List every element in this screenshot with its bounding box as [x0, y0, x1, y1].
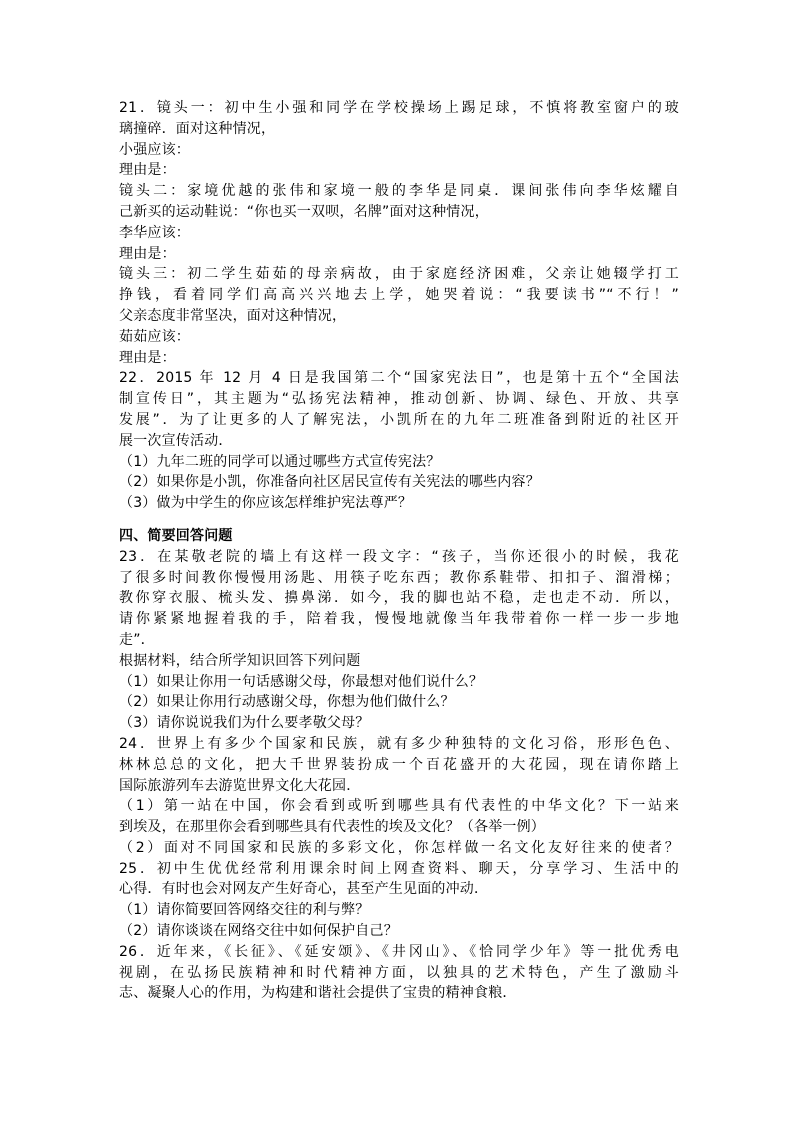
question-line: 制宣传日”，其主题为“弘扬宪法精神，推动创新、协调、绿色、开放、共享 — [119, 391, 679, 408]
document-page — [119, 98, 679, 1004]
question-line: 了很多时间教你慢慢用汤匙、用筷子吃东西；教你系鞋带、扣扣子、溜滑梯； — [119, 569, 679, 586]
sub-question: （2）请你谈谈在网络交往中如何保护自己？ — [119, 923, 398, 940]
question-line: 镜头三：初二学生茹茹的母亲病故，由于家庭经济困难，父亲让她辍学打工 — [119, 266, 679, 283]
question-line: 教你穿衣服、梳头发、擤鼻涕．如今，我的脚也站不稳，走也走不动．所以， — [119, 590, 679, 607]
question-line: 24．世界上有多少个国家和民族，就有多少种独特的文化习俗，形形色色、 — [119, 735, 679, 752]
section-heading: 四、简要回答问题 — [119, 527, 233, 544]
sub-question: （1）请你简要回答网络交往的利与弊？ — [119, 902, 370, 919]
sub-question: （2）如果你是小凯，你准备向社区居民宣传有关宪法的哪些内容？ — [119, 474, 540, 491]
question-line: 23．在某敬老院的墙上有这样一段文字：“孩子，当你还很小的时候，我花 — [119, 548, 679, 565]
question-line: 父亲态度非常坚决，面对这种情况， — [119, 307, 347, 324]
question-line: 镜头二：家境优越的张伟和家境一般的李华是同桌．课间张伟向李华炫耀自 — [119, 183, 679, 200]
answer-prompt: 茹茹应该： — [119, 328, 190, 345]
question-line: 22．2015 年 12 月 4 日是我国第二个“国家宪法日”，也是第十五个“全国法 — [119, 370, 679, 387]
question-24 — [119, 734, 679, 859]
question-line: 26．近年来，《长征》、《延安颂》、《井冈山》、《恰同学少年》等一批优秀电 — [119, 943, 679, 960]
sub-question: （3）请你说说我们为什么要孝敬父母？ — [119, 715, 370, 732]
question-line: 请你紧紧地握着我的手，陪着我，慢慢地就像当年我带着你一样一步一步地 — [119, 611, 679, 628]
question-25 — [119, 859, 679, 942]
question-21 — [119, 98, 679, 368]
question-line: 根据材料，结合所学知识回答下列问题 — [119, 652, 361, 669]
question-line: 视剧，在弘扬民族精神和时代精神方面，以独具的艺术特色，产生了激励斗 — [119, 964, 679, 981]
sub-question: （1）九年二班的同学可以通过哪些方式宣传宪法？ — [119, 453, 441, 470]
question-26 — [119, 942, 679, 1004]
question-line: 展一次宣传活动． — [119, 432, 233, 449]
question-line: 25．初中生优优经常利用课余时间上网查资料、聊天，分享学习、生活中的 — [119, 860, 679, 877]
reason-prompt: 理由是： — [119, 162, 176, 179]
question-23 — [119, 547, 679, 734]
sub-question: （2）面对不同国家和民族的多彩文化，你怎样做一名文化友好往来的使者？ — [119, 839, 679, 856]
question-line: 国际旅游列车去游览世界文化大花园． — [119, 777, 361, 794]
question-line: 林林总总的文化，把大千世界装扮成一个百花盛开的大花园，现在请你踏上 — [119, 756, 679, 773]
sub-question: 到埃及，在那里你会看到哪些具有代表性的埃及文化？（各举一例） — [119, 819, 545, 836]
question-22 — [119, 368, 679, 514]
reason-prompt: 理由是： — [119, 245, 176, 262]
reason-prompt: 理由是： — [119, 349, 176, 366]
sub-question: （2）如果让你用行动感谢父母，你想为他们做什么？ — [119, 694, 455, 711]
sub-question: （1）如果让你用一句话感谢父母，你最想对他们说什么？ — [119, 673, 484, 690]
answer-prompt: 小强应该： — [119, 141, 190, 158]
question-line: 21．镜头一：初中生小强和同学在学校操场上踢足球，不慎将教室窗户的玻 — [119, 100, 679, 116]
question-line: 挣钱，看着同学们高高兴兴地去上学，她哭着说：“我要读书”“不行！” — [119, 287, 679, 304]
question-line: 发展”．为了让更多的人了解宪法，小凯所在的九年二班准备到附近的社区开 — [119, 411, 679, 428]
sub-question: （3）做为中学生的你应该怎样维护宪法尊严？ — [119, 495, 413, 512]
answer-prompt: 李华应该： — [119, 224, 190, 241]
question-line: 心得．有时也会对网友产生好奇心，甚至产生见面的冲动． — [119, 881, 489, 898]
question-line: 己新买的运动鞋说：“你也买一双呗，名牌”面对这种情况， — [119, 203, 489, 220]
question-line: 走”． — [119, 631, 155, 648]
question-line: 志、凝聚人心的作用，为构建和谐社会提供了宝贵的精神食粮． — [119, 985, 517, 1002]
sub-question: （1）第一站在中国，你会看到或听到哪些具有代表性的中华文化？下一站来 — [119, 798, 679, 815]
question-line: 璃撞碎．面对这种情况， — [119, 120, 276, 137]
